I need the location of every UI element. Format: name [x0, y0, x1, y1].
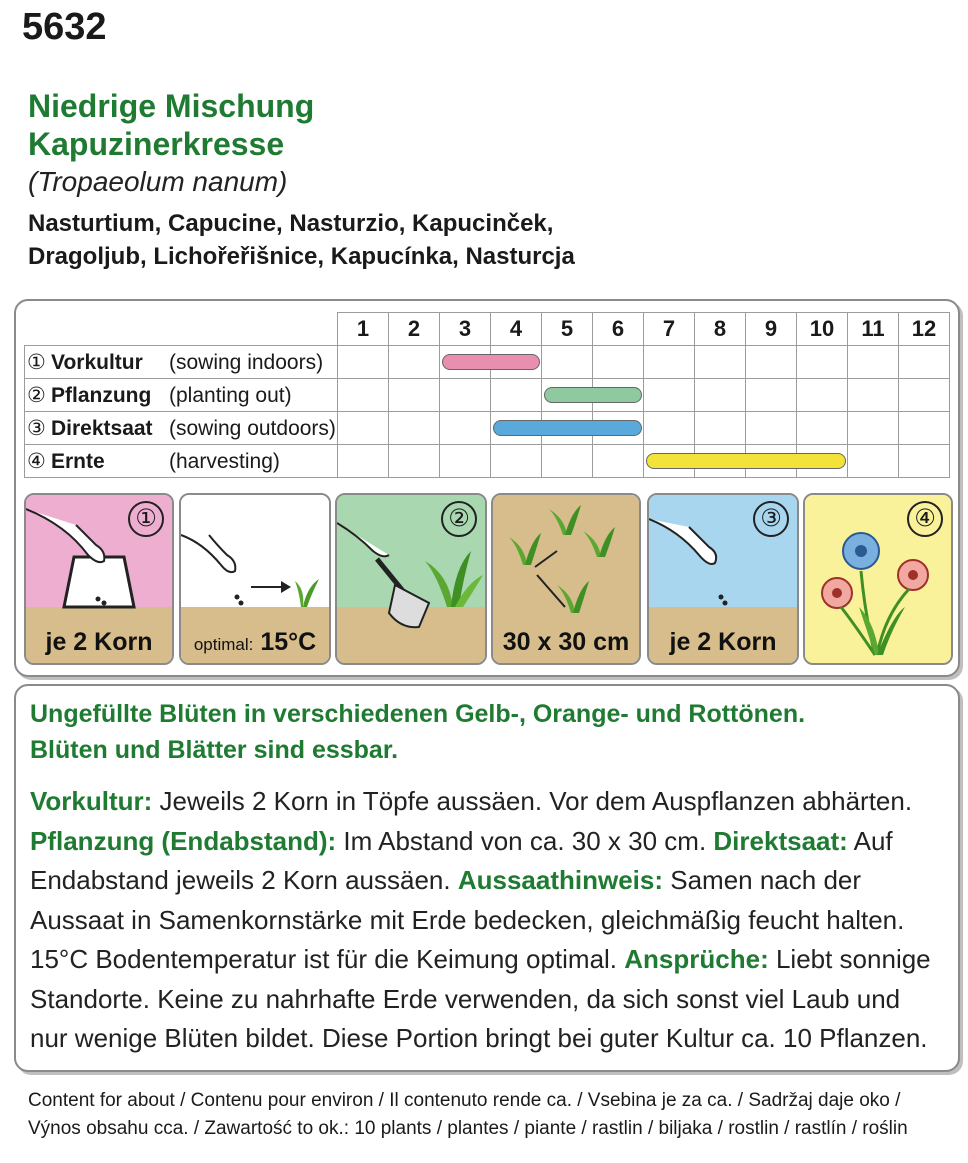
title-line-1: Niedrige Mischung [28, 88, 315, 124]
step-number: ② [441, 501, 477, 537]
row-label [25, 379, 338, 412]
calendar-bar [646, 453, 846, 469]
row-english: (planting out) [169, 383, 292, 407]
icon-label: je 2 Korn [669, 628, 777, 656]
row-english: (harvesting) [169, 449, 280, 473]
row-number: ③ [27, 416, 46, 440]
icon-label: 30 x 30 cm [502, 628, 630, 656]
month-header: 7 [644, 313, 695, 346]
footer-line-1: Content for about / Contenu pour environ / Il contenuto rende ca. / Vsebina je za ca. / Sadržaj daje oko / [28, 1090, 901, 1111]
calendar-bar [442, 354, 540, 370]
month-header: 6 [593, 313, 644, 346]
row-label [25, 412, 338, 445]
row-english: (sowing outdoors) [169, 416, 336, 440]
row-english: (sowing indoors) [169, 350, 324, 374]
icon-box-sowing-indoors [24, 493, 174, 665]
keyword-aussaathinweis: Aussaathinweis: [457, 865, 664, 895]
icon-box-harvest [803, 493, 953, 665]
month-header: 12 [899, 313, 950, 346]
month-header: 5 [542, 313, 593, 346]
keyword-vorkultur: Vorkultur: [30, 786, 153, 816]
icon-label-small: optimal: [193, 635, 254, 654]
row-name: Vorkultur [51, 350, 143, 374]
text-vorkultur: Jeweils 2 Korn in Töpfe aussäen. Vor dem Auspflanzen abhärten. [152, 786, 913, 816]
month-header: 8 [695, 313, 746, 346]
icon-box-planting [335, 493, 487, 665]
calendar-corner [25, 313, 338, 346]
calendar-bar [493, 420, 642, 436]
row-label [25, 445, 338, 478]
month-header: 9 [746, 313, 797, 346]
keyword-direktsaat: Direktsaat: [713, 825, 848, 856]
icon-label-temp: 15°C [260, 628, 317, 656]
icon-box-direct-sowing [647, 493, 799, 665]
latin-name: (Tropaeolum nanum) [28, 166, 288, 197]
calendar-row-pflanzung [25, 379, 950, 412]
month-header: 2 [389, 313, 440, 346]
month-header: 3 [440, 313, 491, 346]
month-header: 4 [491, 313, 542, 346]
step-number: ④ [907, 501, 943, 537]
calendar-row-direktsaat [25, 412, 950, 445]
row-name: Pflanzung [51, 383, 152, 407]
common-names-line-2: Dragoljub, Lichořeřišnice, Kapucínka, Nasturcja [28, 243, 575, 270]
step-number: ① [128, 501, 164, 537]
calendar-bar [544, 387, 642, 403]
common-names-line-1: Nasturtium, Capucine, Nasturzio, Kapucinček, [28, 210, 554, 237]
row-name: Direktsaat [51, 416, 153, 440]
description-body [30, 782, 940, 1059]
title-line-2: Kapuzinerkresse [28, 126, 285, 162]
keyword-pflanzung: Pflanzung (Endabstand): [30, 825, 337, 856]
icon-label: je 2 Korn [45, 628, 153, 656]
month-header: 10 [797, 313, 848, 346]
text-pflanzung: Im Abstand von ca. 30 x 30 cm. [336, 825, 714, 856]
month-header: 11 [848, 313, 899, 346]
month-header: 1 [338, 313, 389, 346]
row-number: ④ [27, 449, 46, 473]
row-number: ② [27, 383, 46, 407]
description-headline-2: Blüten und Blätter sind essbar. [30, 736, 399, 764]
row-label [25, 346, 338, 379]
icon-box-spacing [491, 493, 641, 665]
row-name: Ernte [51, 449, 105, 473]
row-number: ① [27, 350, 46, 374]
footer-line-2: Výnos obsahu cca. / Zawartość to ok.: 10 plants / plantes / piante / rastlin / biljaka / rostlin / rastlín / roślin [28, 1118, 908, 1139]
step-number: ③ [753, 501, 789, 537]
text-ansprueche: Liebt sonnige Standorte. Keine zu nahrhafte Erde verwenden, da sich sonst viel Laub und nur wenige Blüten bildet. Diese Portion bringt bei guter Kultur ca. 10 Pflanzen. [30, 944, 931, 1053]
calendar-month-row [25, 313, 950, 346]
description-headline-1: Ungefüllte Blüten in verschiedenen Gelb-, Orange- und Rottönen. [30, 700, 806, 728]
icon-box-germination [179, 493, 331, 665]
text-aussaathinweis: Samen nach der Aussaat in Samenkornstärke mit Erde bedecken, gleichmäßig feucht halten. 15°C Bodentemperatur ist für die Keimung optimal. [30, 865, 905, 974]
icon-label [181, 628, 329, 657]
product-code: 5632 [22, 6, 107, 48]
text-direktsaat: Auf Endabstand jeweils 2 Korn aussäen. [30, 825, 893, 895]
keyword-ansprueche: Ansprüche: [624, 944, 769, 974]
